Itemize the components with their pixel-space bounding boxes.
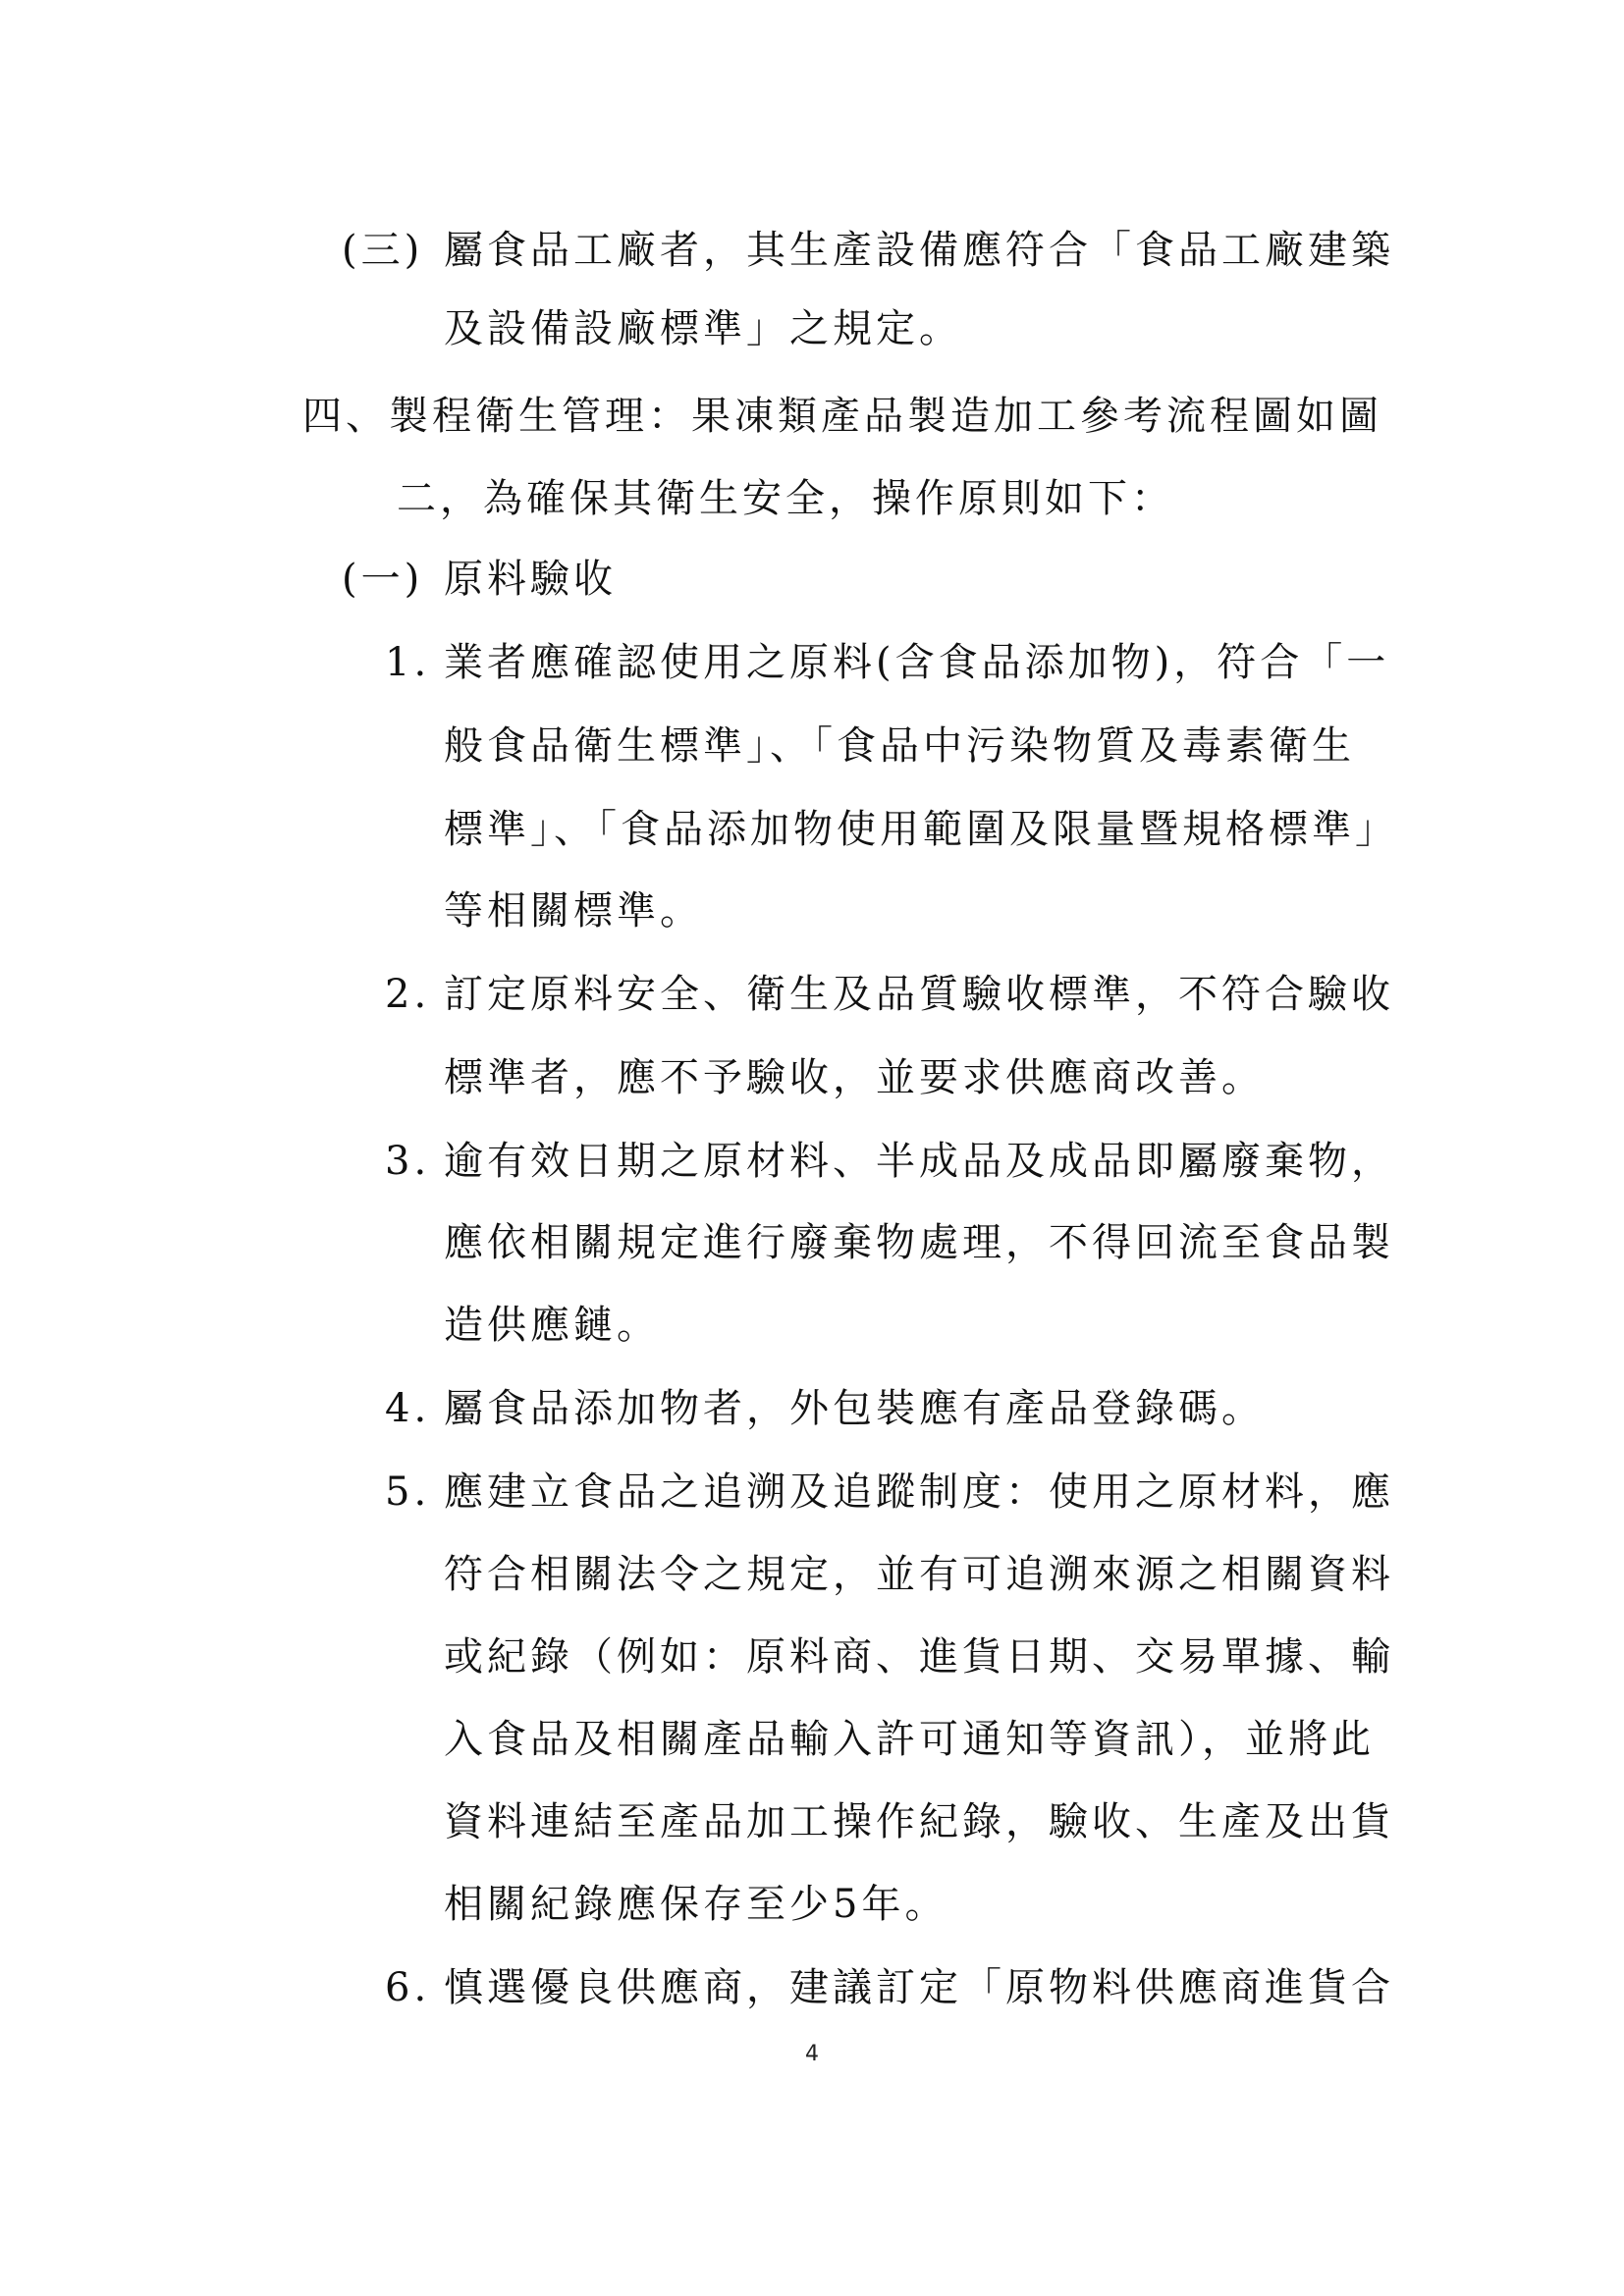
list-item-1-line-2 (0, 717, 1624, 775)
list-item-1-line-1 (0, 633, 1624, 692)
line-text: 符合相關法令之規定，並有可追溯來源之相關資料 (444, 1552, 1394, 1597)
line-text: 資料連結至產品加工操作紀錄，驗收、生產及出貨 (444, 1799, 1394, 1844)
line-text: 屬食品添加物者，外包裝應有產品登錄碼。 (444, 1386, 1265, 1431)
list-item-1-line-4 (0, 881, 1624, 940)
list-item-5-line-2 (0, 1545, 1624, 1604)
line-text: 或紀錄（例如：原料商、進貨日期、交易單據、輸 (444, 1634, 1394, 1680)
item-marker: (三) (342, 228, 424, 273)
list-number: 4. (385, 1386, 431, 1431)
list-item-3-line-2 (0, 1213, 1624, 1272)
subsection-title: 原料驗收 (444, 557, 617, 602)
line-text: 入食品及相關產品輸入許可通知等資訊），並將此 (444, 1717, 1375, 1762)
list-item-4-line-1 (0, 1379, 1624, 1438)
line-text: 及設備設廠標準」之規定。 (444, 306, 962, 351)
list-item-3-line-3 (0, 1296, 1624, 1355)
list-number: 5. (385, 1469, 431, 1515)
list-item-6-line-1 (0, 1958, 1624, 2017)
page-number: 4 (805, 2042, 819, 2066)
item-marker: (一) (342, 557, 424, 602)
list-number: 3. (385, 1139, 431, 1184)
list-item-5-line-5 (0, 1792, 1624, 1851)
line-text: 應建立食品之追溯及追蹤制度：使用之原材料，應 (444, 1469, 1394, 1515)
item-3-line-2 (0, 299, 1624, 358)
line-text: 業者應確認使用之原料(含食品添加物)，符合「一 (444, 640, 1390, 685)
line-text: 逾有效日期之原材料、半成品及成品即屬廢棄物， (444, 1139, 1394, 1184)
list-item-5-line-1 (0, 1463, 1624, 1522)
line-text: 標準」、「食品添加物使用範圍及限量暨規格標準」 (444, 807, 1398, 852)
list-item-5-line-6 (0, 1875, 1624, 1934)
list-item-3-line-1 (0, 1132, 1624, 1191)
list-item-2-line-1 (0, 965, 1624, 1024)
line-text: 般食品衛生標準」、「食品中污染物質及毒素衛生 (444, 723, 1355, 769)
line-text: 等相關標準。 (444, 888, 703, 934)
list-number: 2. (385, 972, 431, 1017)
line-text: 相關紀錄應保存至少5年。 (444, 1882, 948, 1927)
line-text: 訂定原料安全、衛生及品質驗收標準，不符合驗收 (444, 972, 1394, 1017)
line-text: 應依相關規定進行廢棄物處理，不得回流至食品製 (444, 1220, 1394, 1265)
subsection-1-heading (0, 550, 1624, 609)
line-text: 慎選優良供應商，建議訂定「原物料供應商進貨合 (444, 1965, 1394, 2010)
line-text: 造供應鏈。 (444, 1303, 660, 1348)
section-heading-text: 四、製程衛生管理：果凍類產品製造加工參考流程圖如圖 (302, 394, 1382, 439)
section-4-line-1 (0, 387, 1624, 446)
list-item-2-line-2 (0, 1048, 1624, 1107)
line-text: 屬食品工廠者，其生產設備應符合「食品工廠建築 (444, 228, 1394, 273)
list-item-1-line-3 (0, 800, 1624, 859)
line-text: 標準者，應不予驗收，並要求供應商改善。 (444, 1055, 1265, 1100)
line-text: 二，為確保其衛生安全，操作原則如下： (397, 476, 1174, 521)
list-item-5-line-4 (0, 1710, 1624, 1769)
list-item-5-line-3 (0, 1628, 1624, 1686)
list-number: 1. (385, 640, 431, 685)
section-4-line-2 (0, 469, 1624, 528)
item-3-line-1 (0, 221, 1624, 280)
list-number: 6. (385, 1965, 431, 2010)
